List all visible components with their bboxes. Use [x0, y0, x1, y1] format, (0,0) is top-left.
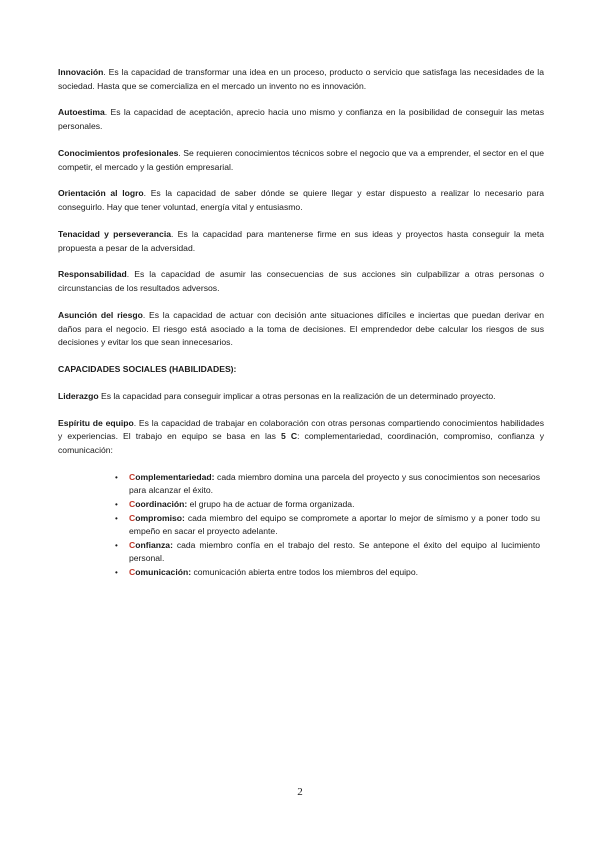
definition-liderazgo: Es la capacidad para conseguir implicar a otras personas en la realización de un determinado proyecto. [98, 390, 496, 401]
definition-riesgo: . Es la capacidad de actuar con decisión ante situaciones difíciles e inciertas que puedan derivar en daños para el negocio. El riesgo está asociado a la toma de decisiones. El emprendedor debe calcular los riesgos de sus decisiones y evitar los que sean innecesarios. [58, 309, 544, 348]
definition-orientacion: . Es la capacidad de saber dónde se quiere llegar y estar dispuesto a realizar lo necesario para conseguirlo. Hay que tener voluntad, energía vital y entusiasmo. [58, 188, 544, 213]
section-heading-capacidades-sociales: CAPACIDADES SOCIALES (HABILIDADES): [58, 363, 237, 374]
bullet-icon: • [115, 500, 118, 510]
initial-letter: C [129, 567, 136, 577]
term-autoestima: Autoestima [58, 107, 105, 118]
paragraph-innovacion [58, 66, 544, 93]
term-tenacidad: Tenacidad y perseverancia [58, 228, 171, 239]
term-orientacion: Orientación al logro [58, 188, 144, 199]
paragraph-espiritu-equipo [58, 417, 544, 458]
term-innovacion: Innovación [58, 67, 104, 77]
paragraph-responsabilidad [58, 268, 544, 295]
list-item-comunicacion [115, 566, 544, 580]
definition-equipo-part1: . Es la capacidad de trabajar en colaboración con otras personas compartiendo conocimientos habilidades y experiencias. El trabajo en equipo se basa en las [58, 417, 544, 442]
term-liderazgo: Liderazgo [58, 390, 99, 401]
definition-conocimientos: . Se requieren conocimientos técnicos sobre el negocio que va a emprender, el sector en el que competir, el mercado y la gestión empresarial. [58, 147, 544, 172]
item-text: el grupo ha de actuar de forma organizada. [187, 499, 355, 510]
paragraph-conocimientos [58, 147, 544, 174]
emphasis-5c: 5 C [281, 431, 298, 442]
initial-letter: C [129, 499, 136, 510]
initial-letter: C [129, 512, 136, 523]
list-item-confianza [115, 539, 544, 566]
definition-equipo-part2: : complementariedad, coordinación, compromiso, confianza y comunicación: [58, 431, 544, 455]
paragraph-liderazgo [58, 390, 544, 404]
definition-tenacidad: . Es la capacidad para mantenerse firme en sus ideas y proyectos hasta conseguir la meta propuesta a pesar de la adversidad. [58, 228, 544, 253]
term-riesgo: Asunción del riesgo [58, 309, 143, 320]
definition-autoestima: . Es la capacidad de aceptación, aprecio hacia uno mismo y confianza en la posibilidad de conseguir las metas personales. [58, 107, 544, 132]
initial-letter: C [129, 471, 136, 482]
list-item-complementariedad [115, 471, 544, 498]
paragraph-tenacidad [58, 228, 544, 255]
bullet-icon: • [115, 513, 118, 523]
term-responsabilidad: Responsabilidad [58, 269, 127, 280]
item-term: omunicación: [135, 567, 192, 577]
item-text: cada miembro confía en el trabajo del resto. Se antepone el éxito del equipo al lucimiento personal. [129, 539, 540, 564]
item-text: comunicación abierta entre todos los miembros del equipo. [191, 567, 418, 577]
item-term: onfianza: [135, 539, 173, 550]
bullet-icon: • [115, 540, 118, 550]
bullet-icon: • [115, 472, 118, 482]
initial-letter: C [129, 539, 136, 550]
page-number: 2 [297, 786, 303, 798]
item-term: oordinación: [135, 499, 188, 510]
list-item-coordinacion [115, 498, 544, 512]
definition-responsabilidad: . Es la capacidad de asumir las consecuencias de sus acciones sin culpabilizar a otras personas o circunstancias de los resultados adversos. [58, 269, 544, 294]
paragraph-orientacion [58, 187, 544, 214]
term-espiritu-equipo: Espíritu de equipo [58, 417, 134, 428]
bullet-icon: • [115, 568, 118, 577]
list-item-compromiso [115, 512, 544, 539]
paragraph-riesgo [58, 309, 544, 350]
paragraph-autoestima [58, 106, 544, 133]
term-conocimientos: Conocimientos profesionales [58, 147, 179, 158]
definition-innovacion: . Es la capacidad de transformar una idea en un proceso, producto o servicio que satisfaga las necesidades de la sociedad. Hasta que se comercializa en el mercado un invento no es innovación. [58, 67, 544, 91]
five-c-list [58, 471, 544, 580]
item-term: ompromiso: [135, 512, 185, 523]
item-term: omplementariedad: [135, 471, 215, 482]
item-text: cada miembro domina una parcela del proyecto y sus conocimientos son necesarios para alcanzar el éxito. [129, 471, 540, 496]
item-text: cada miembro del equipo se compromete a aportar lo mejor de símismo y a poner todo su empeño en sacar el proyecto adelante. [129, 512, 540, 537]
document-body [58, 66, 544, 580]
